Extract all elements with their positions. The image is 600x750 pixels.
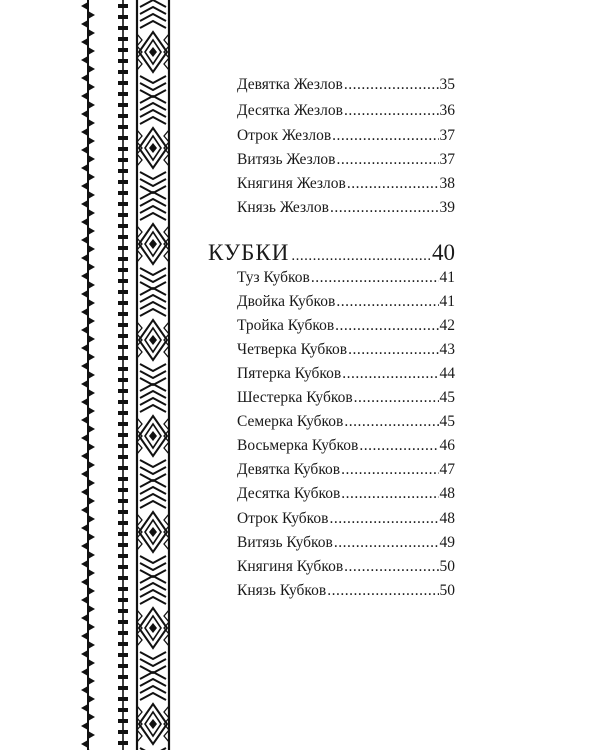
toc-section-heading[interactable]: [208, 239, 455, 270]
toc-entry-title: Отрок Кубков: [237, 510, 329, 527]
toc-entry-page: 41: [439, 269, 455, 286]
toc-entry[interactable]: [237, 292, 455, 312]
toc-entry-page: 38: [439, 175, 455, 192]
toc-entry-page: 44: [439, 365, 455, 382]
toc-entry-title: Князь Кубков: [237, 582, 327, 599]
leader-dots: [359, 436, 438, 456]
toc-entry-page: 46: [439, 437, 455, 454]
leader-dots: [311, 268, 439, 288]
toc-entry-title: Туз Кубков: [237, 269, 310, 286]
section-page: 40: [432, 240, 455, 265]
toc-entry[interactable]: [237, 412, 455, 432]
toc-entry[interactable]: [237, 268, 455, 288]
toc-entry[interactable]: [237, 460, 455, 480]
toc-entry-title: Князь Жезлов: [237, 199, 329, 216]
toc-entry-page: 47: [439, 461, 455, 478]
leader-dots: [344, 557, 438, 577]
table-of-contents: [200, 0, 460, 750]
leader-dots: [344, 101, 439, 121]
toc-entry-page: 36: [439, 102, 455, 119]
toc-entry-title: Десятка Жезлов: [237, 102, 343, 119]
toc-entry-page: 49: [439, 534, 455, 551]
toc-entry[interactable]: [237, 533, 455, 553]
toc-entry[interactable]: [237, 101, 455, 121]
toc-entry[interactable]: [237, 436, 455, 456]
toc-entry-title: Витязь Жезлов: [237, 151, 336, 168]
toc-entry-title: Витязь Кубков: [237, 534, 333, 551]
leader-dots: [344, 75, 439, 95]
leader-dots: [337, 150, 439, 170]
toc-entry-title: Отрок Жезлов: [237, 127, 332, 144]
leader-dots: [341, 460, 438, 480]
leader-dots: [341, 484, 438, 504]
toc-entry-page: 37: [439, 151, 455, 168]
toc-entry[interactable]: [237, 484, 455, 504]
toc-entry-title: Княгиня Кубков: [237, 558, 344, 575]
toc-entry[interactable]: [237, 316, 455, 336]
toc-entry-page: 43: [439, 341, 455, 358]
toc-entry[interactable]: [237, 557, 455, 577]
leader-dots: [332, 126, 438, 146]
leader-dots: [334, 533, 439, 553]
section-title: КУБКИ: [208, 240, 290, 265]
toc-entry-page: 39: [439, 199, 455, 216]
toc-entry-title: Тройка Кубков: [237, 317, 335, 334]
leader-dots: [344, 412, 438, 432]
leader-dots: [330, 198, 439, 218]
toc-entry-title: Девятка Кубков: [237, 461, 341, 478]
leader-dots: [342, 364, 438, 384]
toc-entry-page: 50: [439, 582, 455, 599]
toc-entry-page: 50: [439, 558, 455, 575]
toc-entry-page: 37: [439, 127, 455, 144]
toc-entry-title: Восьмерка Кубков: [237, 437, 359, 454]
leader-dots: [329, 509, 438, 529]
toc-entry-title: Четверка Кубков: [237, 341, 348, 358]
leader-dots: [354, 388, 439, 408]
toc-entry-page: 42: [439, 317, 455, 334]
toc-entry-title: Десятка Кубков: [237, 485, 341, 502]
toc-entry-title: Двойка Кубков: [237, 293, 336, 310]
toc-entry-page: 45: [439, 389, 455, 406]
toc-entry[interactable]: [237, 388, 455, 408]
leader-dots: [291, 242, 430, 270]
toc-entry[interactable]: [237, 340, 455, 360]
toc-entry[interactable]: [237, 198, 455, 218]
toc-entry[interactable]: [237, 150, 455, 170]
leader-dots: [327, 581, 438, 601]
toc-entry-title: Девятка Жезлов: [237, 76, 343, 93]
leader-dots: [336, 292, 438, 312]
toc-entry-page: 48: [439, 485, 455, 502]
toc-entry-title: Княгиня Жезлов: [237, 175, 346, 192]
toc-entry[interactable]: [237, 75, 455, 95]
leader-dots: [335, 316, 438, 336]
leader-dots: [348, 340, 438, 360]
toc-entry-page: 41: [439, 293, 455, 310]
toc-entry[interactable]: [237, 126, 455, 146]
toc-entry-page: 48: [439, 510, 455, 527]
toc-entry-title: Семерка Кубков: [237, 413, 344, 430]
leader-dots: [347, 174, 439, 194]
toc-entry-title: Шестерка Кубков: [237, 389, 353, 406]
toc-entry[interactable]: [237, 364, 455, 384]
toc-entry-page: 35: [439, 76, 455, 93]
tribal-ornament-icon: [68, 0, 178, 750]
toc-entry[interactable]: [237, 174, 455, 194]
toc-entry-title: Пятерка Кубков: [237, 365, 342, 382]
toc-entry[interactable]: [237, 509, 455, 529]
toc-entry[interactable]: [237, 581, 455, 601]
toc-entry-page: 45: [439, 413, 455, 430]
